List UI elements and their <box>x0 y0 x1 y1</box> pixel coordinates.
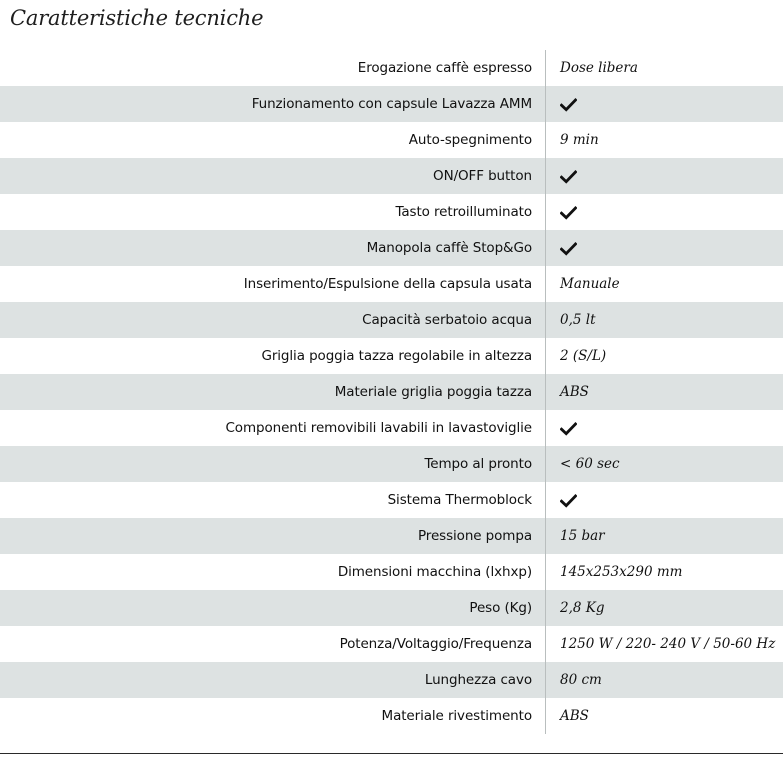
spec-label: Tempo al pronto <box>424 456 532 472</box>
spec-row <box>0 482 783 518</box>
spec-row <box>0 374 783 410</box>
spec-value: 2,8 Kg <box>560 600 605 616</box>
spec-value-check <box>546 96 783 112</box>
spec-value: ABS <box>560 708 589 724</box>
checkmark-icon <box>560 170 577 184</box>
spec-row <box>0 554 783 590</box>
spec-row <box>0 698 783 734</box>
spec-label: Capacità serbatoio acqua <box>362 312 532 328</box>
bottom-divider <box>0 753 783 754</box>
spec-row <box>0 230 783 266</box>
spec-row <box>0 518 783 554</box>
spec-label: Manopola caffè Stop&Go <box>366 240 532 256</box>
spec-label: Sistema Thermoblock <box>387 492 532 508</box>
spec-label: Peso (Kg) <box>469 600 532 616</box>
spec-value: ABS <box>560 384 589 400</box>
spec-value: Dose libera <box>560 60 638 76</box>
spec-row <box>0 266 783 302</box>
spec-label: Inserimento/Espulsione della capsula usata <box>243 276 532 292</box>
spec-label: Lunghezza cavo <box>424 672 532 688</box>
spec-label: Potenza/Voltaggio/Frequenza <box>339 636 532 652</box>
checkmark-icon <box>560 242 577 256</box>
spec-label: Materiale griglia poggia tazza <box>334 384 532 400</box>
spec-label: Auto-spegnimento <box>408 132 532 148</box>
spec-row <box>0 194 783 230</box>
spec-value-check <box>546 420 783 436</box>
spec-row <box>0 662 783 698</box>
spec-row <box>0 302 783 338</box>
spec-label: Funzionamento con capsule Lavazza AMM <box>251 96 532 112</box>
checkmark-icon <box>560 98 577 112</box>
spec-label: Componenti removibili lavabili in lavastoviglie <box>225 420 532 436</box>
spec-label: Dimensioni macchina (lxhxp) <box>337 564 532 580</box>
spec-row <box>0 446 783 482</box>
spec-row <box>0 50 783 86</box>
spec-value: 145x253x290 mm <box>560 564 683 580</box>
spec-row <box>0 158 783 194</box>
spec-value: Manuale <box>560 276 620 292</box>
spec-table <box>0 50 783 734</box>
spec-row <box>0 590 783 626</box>
spec-row <box>0 86 783 122</box>
checkmark-icon <box>560 422 577 436</box>
spec-value: 9 min <box>560 132 599 148</box>
spec-label: Erogazione caffè espresso <box>357 60 532 76</box>
spec-row <box>0 626 783 662</box>
page-title: Caratteristiche tecniche <box>10 6 264 30</box>
spec-value-check <box>546 492 783 508</box>
spec-value-check <box>546 204 783 220</box>
spec-row <box>0 338 783 374</box>
spec-value: 1250 W / 220- 240 V / 50-60 Hz <box>560 636 776 652</box>
spec-value-check <box>546 168 783 184</box>
spec-value: 0,5 lt <box>560 312 596 328</box>
spec-value: 15 bar <box>560 528 605 544</box>
spec-value: 80 cm <box>560 672 602 688</box>
spec-label: ON/OFF button <box>433 168 532 184</box>
checkmark-icon <box>560 494 577 508</box>
spec-value: 2 (S/L) <box>560 348 607 364</box>
spec-label: Tasto retroilluminato <box>395 204 532 220</box>
spec-label: Materiale rivestimento <box>381 708 532 724</box>
spec-value: < 60 sec <box>560 456 620 472</box>
checkmark-icon <box>560 206 577 220</box>
spec-row <box>0 122 783 158</box>
spec-label: Griglia poggia tazza regolabile in altezza <box>261 348 532 364</box>
spec-label: Pressione pompa <box>417 528 532 544</box>
spec-value-check <box>546 240 783 256</box>
spec-row <box>0 410 783 446</box>
